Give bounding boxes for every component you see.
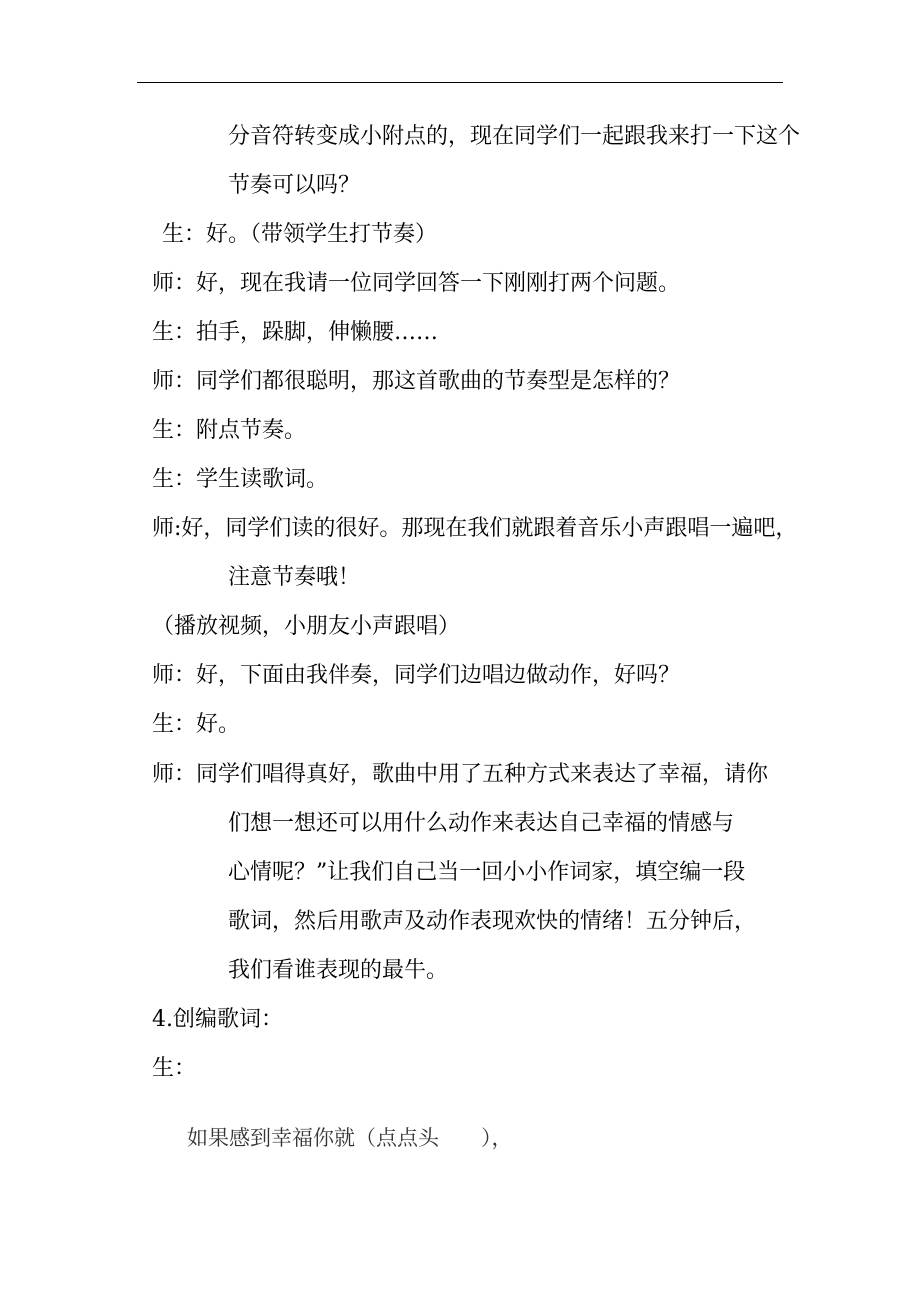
text-line: 生： — [152, 1056, 197, 1081]
text-line: 生：好。（带领学生打节奏） — [162, 222, 438, 247]
text-line: 我们看谁表现的最牛。 — [228, 958, 449, 983]
text-line: 师：同学们唱得真好，歌曲中用了五种方式来表达了幸福，请你 — [152, 762, 769, 787]
lyric-line: 如果感到幸福你就（点点头 ）， — [187, 1126, 513, 1150]
text-line: 注意节奏哦！ — [228, 565, 361, 590]
text-line: 师：好，现在我请一位同学回答一下刚刚打两个问题。 — [152, 271, 681, 296]
text-line: 生：学生读歌词。 — [152, 467, 329, 492]
text-line: 歌词，然后用歌声及动作表现欢快的情绪！五分钟后， — [228, 909, 757, 934]
text-line: 生：拍手，跺脚，伸懒腰…… — [152, 320, 439, 345]
text-line: 师：好，下面由我伴奏，同学们边唱边做动作，好吗？ — [152, 663, 681, 688]
text-line: 师：同学们都很聪明，那这首歌曲的节奏型是怎样的？ — [152, 369, 681, 394]
section-heading: 4.创编歌词： — [152, 1007, 283, 1032]
text-line: 生：附点节奏。 — [152, 418, 307, 443]
text-line: 分音符转变成小附点的，现在同学们一起跟我来打一下这个 — [228, 124, 801, 149]
text-line: 心情呢？”让我们自己当一回小小作词家，填空编一段 — [228, 860, 746, 885]
text-line: 生：好。 — [152, 712, 241, 737]
text-line: 们想一想还可以用什么动作来表达自己幸福的情感与 — [228, 811, 735, 836]
text-line: （播放视频，小朋友小声跟唱） — [152, 614, 461, 639]
header-rule — [137, 82, 783, 83]
text-line: 节奏可以吗？ — [228, 173, 361, 198]
text-line: 师:好，同学们读的很好。那现在我们就跟着音乐小声跟唱一遍吧， — [152, 516, 798, 541]
